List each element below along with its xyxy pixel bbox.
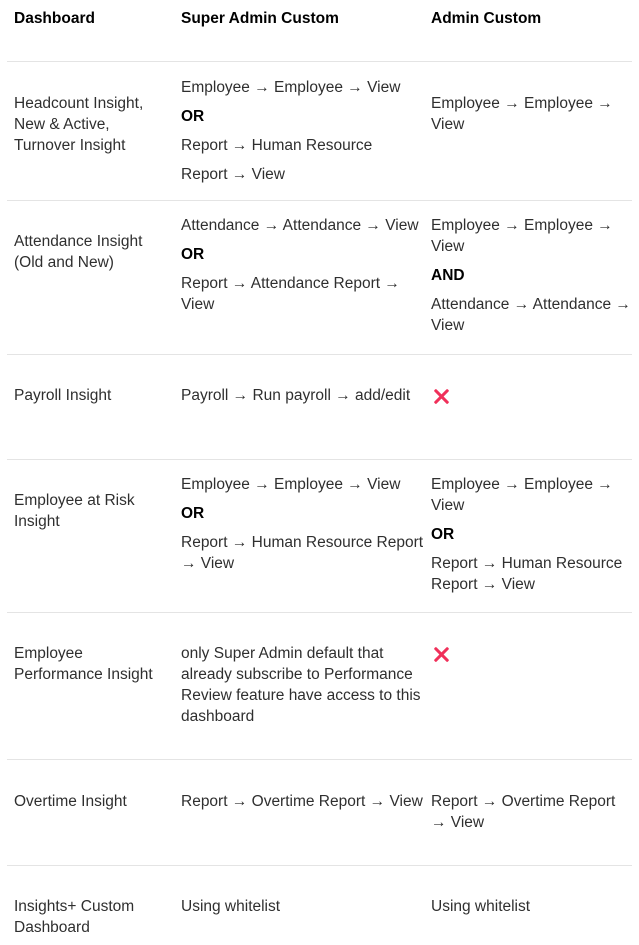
table-row — [7, 201, 632, 355]
super-admin-permission — [174, 460, 424, 612]
permission-line: Report → Human Resource — [181, 137, 373, 154]
permission-line: Employee → Employee → View — [431, 476, 613, 514]
super-admin-permission — [174, 760, 424, 865]
operator-and: AND — [431, 267, 465, 284]
super-admin-permission — [174, 201, 424, 354]
permission-line: Employee → Employee → View — [181, 476, 401, 493]
permission-line: Using whitelist — [431, 898, 531, 915]
table-row — [7, 460, 632, 613]
permission-line: only Super Admin default that already subscribe to Performance Review feature have access to this dashboard — [181, 645, 421, 725]
dashboard-name: Attendance Insight (Old and New) — [14, 233, 143, 271]
dashboard-name: Employee at Risk Insight — [14, 492, 135, 530]
permission-line: Employee → Employee → View — [431, 95, 613, 133]
admin-permission — [424, 866, 632, 945]
dashboard-name: Insights+ Custom Dashboard — [14, 898, 135, 936]
admin-permission — [424, 201, 632, 354]
permission-line: Employee → Employee → View — [181, 79, 401, 96]
admin-permission — [424, 760, 632, 865]
operator-or: OR — [181, 505, 205, 522]
cross-icon — [433, 646, 449, 662]
header-super-admin-custom: Super Admin Custom — [181, 10, 339, 27]
dashboard-name: Overtime Insight — [14, 793, 127, 810]
table-row — [7, 62, 632, 201]
table-row — [7, 866, 632, 945]
header-dashboard: Dashboard — [14, 10, 95, 27]
dashboard-name: Employee Performance Insight — [14, 645, 153, 683]
permission-line: Using whitelist — [181, 898, 281, 915]
permission-line: Employee → Employee → View — [431, 217, 613, 255]
permission-line: Report → Human Resource Report → View — [181, 534, 424, 572]
permission-line: Report → Attendance Report → View — [181, 275, 400, 313]
permission-line: Report → Human Resource Report → View — [431, 555, 623, 593]
dashboard-name: Payroll Insight — [14, 387, 112, 404]
permission-line: Attendance → Attendance → View — [181, 217, 419, 234]
super-admin-permission — [174, 866, 424, 945]
operator-or: OR — [431, 526, 455, 543]
table-row — [7, 613, 632, 760]
admin-permission — [424, 613, 632, 759]
operator-or: OR — [181, 108, 205, 125]
admin-permission — [424, 355, 632, 459]
header-admin-custom: Admin Custom — [431, 10, 542, 27]
super-admin-permission — [174, 613, 424, 759]
cross-icon — [433, 388, 449, 404]
permission-line: Report → View — [181, 166, 285, 183]
permission-line: Payroll → Run payroll → add/edit — [181, 387, 411, 404]
admin-permission — [424, 460, 632, 612]
table-row — [7, 760, 632, 866]
permission-line: Attendance → Attendance → View — [431, 296, 631, 334]
table-row — [7, 355, 632, 460]
operator-or: OR — [181, 246, 205, 263]
permission-line: Report → Overtime Report → View — [181, 793, 423, 810]
super-admin-permission — [174, 355, 424, 459]
dashboard-name: Headcount Insight, New & Active, Turnover Insight — [14, 95, 144, 154]
admin-permission — [424, 62, 632, 200]
table-header — [7, 0, 632, 62]
permission-line: Report → Overtime Report → View — [431, 793, 616, 831]
super-admin-permission — [174, 62, 424, 200]
